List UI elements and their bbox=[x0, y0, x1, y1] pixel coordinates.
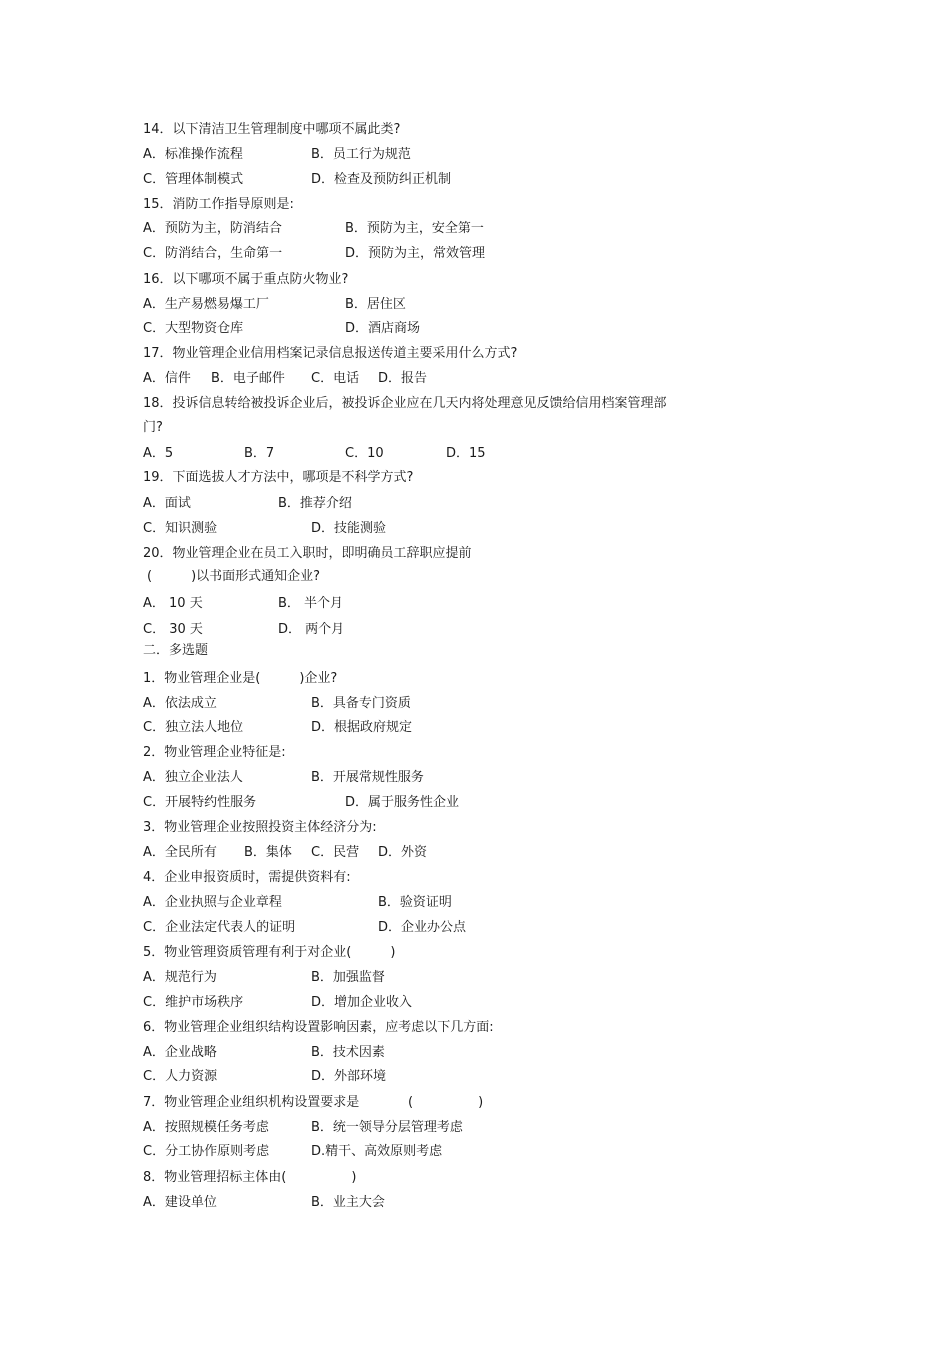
m3-option-b: B．集体 bbox=[244, 845, 292, 860]
m4-option-d: D．企业办公点 bbox=[378, 920, 467, 935]
m1-option-a: A．依法成立 bbox=[143, 696, 217, 711]
q17-option-c: C．电话 bbox=[311, 371, 360, 386]
q19-option-c: C．知识测验 bbox=[143, 521, 218, 536]
m6-option-a: A．企业战略 bbox=[143, 1045, 217, 1060]
q16-option-b: B．居住区 bbox=[345, 297, 406, 312]
m2-option-d: D．属于服务性企业 bbox=[345, 795, 460, 810]
q20-option-c: C． 30 天 bbox=[143, 622, 203, 637]
q18-stem-line2: 门? bbox=[143, 420, 163, 435]
m4-option-b: B．验资证明 bbox=[378, 895, 452, 910]
m4-option-a: A．企业执照与企业章程 bbox=[143, 895, 282, 910]
q17-option-d: D．报告 bbox=[378, 371, 428, 386]
q18-option-d: D．15 bbox=[446, 446, 486, 461]
m6-option-d: D．外部环境 bbox=[311, 1069, 387, 1084]
m8-stem: 8．物业管理招标主体由( ) bbox=[143, 1170, 357, 1185]
m2-option-a: A．独立企业法人 bbox=[143, 770, 243, 785]
q15-option-b: B．预防为主，安全第一 bbox=[345, 221, 484, 236]
m7-option-a: A．按照规模任务考虑 bbox=[143, 1120, 269, 1135]
m5-option-a: A．规范行为 bbox=[143, 970, 217, 985]
q16-option-c: C．大型物资仓库 bbox=[143, 321, 244, 336]
m4-option-c: C．企业法定代表人的证明 bbox=[143, 920, 296, 935]
q20-option-a: A． 10 天 bbox=[143, 596, 203, 611]
q16-stem: 16．以下哪项不属于重点防火物业? bbox=[143, 272, 349, 287]
m3-option-d: D．外资 bbox=[378, 845, 428, 860]
m8-option-b: B．业主大会 bbox=[311, 1195, 385, 1210]
m7-option-b: B．统一领导分层管理考虑 bbox=[311, 1120, 463, 1135]
m3-option-a: A．全民所有 bbox=[143, 845, 217, 860]
m2-option-b: B．开展常规性服务 bbox=[311, 770, 424, 785]
q18-stem-line1: 18．投诉信息转给被投诉企业后，被投诉企业应在几天内将处理意见反馈给信用档案管理部 bbox=[143, 396, 667, 411]
q14-option-d: D．检查及预防纠正机制 bbox=[311, 172, 452, 187]
q14-stem: 14．以下清洁卫生管理制度中哪项不属此类? bbox=[143, 122, 401, 137]
m1-stem: 1．物业管理企业是( )企业? bbox=[143, 671, 338, 686]
q19-stem: 19．下面选拔人才方法中，哪项是不科学方式? bbox=[143, 470, 414, 485]
q17-stem: 17．物业管理企业信用档案记录信息报送传道主要采用什么方式? bbox=[143, 346, 518, 361]
q15-option-c: C．防消结合，生命第一 bbox=[143, 246, 283, 261]
q16-option-d: D．酒店商场 bbox=[345, 321, 421, 336]
q16-option-a: A．生产易燃易爆工厂 bbox=[143, 297, 269, 312]
q14-option-b: B．员工行为规范 bbox=[311, 147, 411, 162]
q14-option-c: C．管理体制模式 bbox=[143, 172, 244, 187]
m1-option-b: B．具备专门资质 bbox=[311, 696, 411, 711]
m5-option-c: C．维护市场秩序 bbox=[143, 995, 244, 1010]
m6-stem: 6．物业管理企业组织结构设置影响因素，应考虑以下几方面: bbox=[143, 1020, 494, 1035]
q20-option-b: B． 半个月 bbox=[278, 596, 344, 611]
m6-option-b: B．技术因素 bbox=[311, 1045, 385, 1060]
m7-stem: 7．物业管理企业组织机构设置要求是 bbox=[143, 1095, 360, 1110]
q15-stem: 15．消防工作指导原则是: bbox=[143, 197, 294, 212]
m3-option-c: C．民营 bbox=[311, 845, 360, 860]
q15-option-a: A．预防为主，防消结合 bbox=[143, 221, 282, 236]
m8-option-a: A．建设单位 bbox=[143, 1195, 217, 1210]
q18-option-c: C．10 bbox=[345, 446, 384, 461]
m3-stem: 3．物业管理企业按照投资主体经济分为: bbox=[143, 820, 377, 835]
q20-option-d: D． 两个月 bbox=[278, 622, 345, 637]
m7-option-d: D.精干、高效原则考虑 bbox=[311, 1144, 443, 1159]
m2-stem: 2．物业管理企业特征是: bbox=[143, 745, 286, 760]
q14-option-a: A．标准操作流程 bbox=[143, 147, 243, 162]
m6-option-c: C．人力资源 bbox=[143, 1069, 218, 1084]
m5-option-d: D．增加企业收入 bbox=[311, 995, 413, 1010]
m5-stem: 5．物业管理资质管理有利于对企业( ) bbox=[143, 945, 396, 960]
q20-stem-line2: ( )以书面形式通知企业? bbox=[147, 569, 321, 584]
q18-option-a: A．5 bbox=[143, 446, 174, 461]
q17-option-b: B．电子邮件 bbox=[211, 371, 285, 386]
q17-option-a: A．信件 bbox=[143, 371, 191, 386]
m4-stem: 4．企业申报资质时，需提供资料有: bbox=[143, 870, 351, 885]
q19-option-d: D．技能测验 bbox=[311, 521, 387, 536]
m1-option-d: D．根据政府规定 bbox=[311, 720, 413, 735]
q19-option-b: B．推荐介绍 bbox=[278, 496, 352, 511]
m1-option-c: C．独立法人地位 bbox=[143, 720, 244, 735]
m7-blank: ( ) bbox=[408, 1095, 484, 1110]
m5-option-b: B．加强监督 bbox=[311, 970, 385, 985]
section-heading-multi: 二．多选题 bbox=[143, 643, 209, 658]
q19-option-a: A．面试 bbox=[143, 496, 191, 511]
q20-stem-line1: 20．物业管理企业在员工入职时，即明确员工辞职应提前 bbox=[143, 546, 472, 561]
m2-option-c: C．开展特约性服务 bbox=[143, 795, 257, 810]
q18-option-b: B．7 bbox=[244, 446, 275, 461]
q15-option-d: D．预防为主，常效管理 bbox=[345, 246, 486, 261]
m7-option-c: C．分工协作原则考虑 bbox=[143, 1144, 270, 1159]
